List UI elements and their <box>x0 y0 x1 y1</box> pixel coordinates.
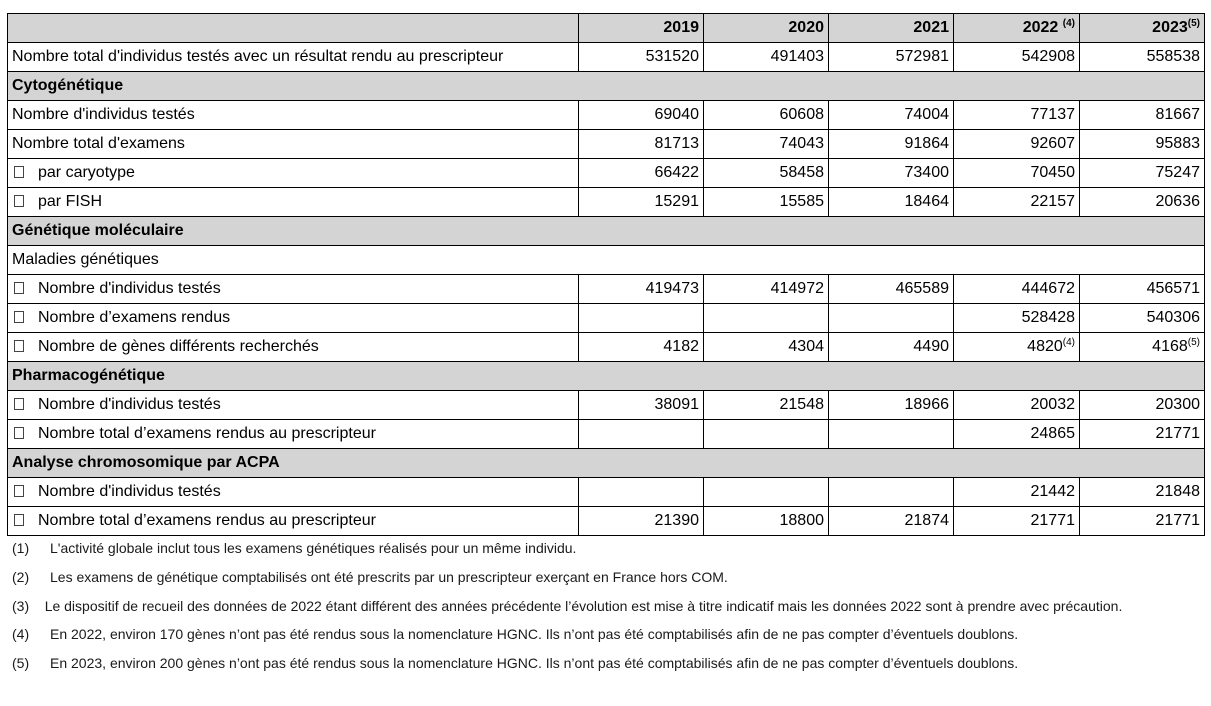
value-cell: 92607 <box>954 130 1080 159</box>
footnote-ref: (4) <box>1062 18 1075 29</box>
table-row <box>8 304 1205 333</box>
header-blank-cell <box>8 14 579 43</box>
cell-value: 4820 <box>1027 338 1063 355</box>
bullet-box-icon <box>14 282 24 294</box>
table-row <box>8 275 1205 304</box>
value-cell: 528428 <box>954 304 1080 333</box>
row-label: Nombre d'individus testés <box>8 101 579 130</box>
row-label: Nombre d'individus testés <box>38 280 221 297</box>
value-cell: 4490 <box>829 333 954 362</box>
footnote-number: (3) <box>12 598 30 614</box>
value-cell: 66422 <box>579 159 704 188</box>
table-row <box>8 333 1205 362</box>
year-2021-header: 2021 <box>829 14 954 43</box>
footnote-text: Les examens de génétique comptabilisés ont été prescrits par un prescripteur exerçant en France hors COM. <box>50 569 728 585</box>
value-cell: 81713 <box>579 130 704 159</box>
value-cell: 15291 <box>579 188 704 217</box>
bullet-box-icon <box>14 485 24 497</box>
value-cell: 21771 <box>1080 420 1205 449</box>
value-cell <box>579 420 704 449</box>
year-2022-header: 2022 $^{(4)}$ <box>954 14 1080 43</box>
footnote-number: (1) <box>12 540 30 556</box>
row-label: Nombre d’examens rendus <box>38 309 231 326</box>
subsection-title: Maladies génétiques <box>8 246 1205 275</box>
footnote-text: L'activité globale inclut tous les examens génétiques réalisés pour un même individu. <box>50 540 577 556</box>
value-cell: 456571 <box>1080 275 1205 304</box>
row-label: Nombre de gènes différents recherchés <box>38 338 319 355</box>
value-cell: 77137 <box>954 101 1080 130</box>
bullet-box-icon <box>14 398 24 410</box>
value-cell: 540306 <box>1080 304 1205 333</box>
value-cell: 24865 <box>954 420 1080 449</box>
row-label-cell <box>8 391 579 420</box>
value-cell: 558538 <box>1080 43 1205 72</box>
value-cell: 21442 <box>954 478 1080 507</box>
value-cell <box>704 304 829 333</box>
value-cell: 491403 <box>704 43 829 72</box>
value-cell: 531520 <box>579 43 704 72</box>
section-title: Analyse chromosomique par ACPA <box>8 449 1205 478</box>
row-label: Nombre total d’examens rendus au prescripteur <box>38 425 376 442</box>
bullet-box-icon <box>14 427 24 439</box>
footnote-5 <box>12 655 1204 671</box>
year-2019-header: 2019 <box>579 14 704 43</box>
footnote-4 <box>12 626 1204 642</box>
section-title: Cytogénétique <box>8 72 1205 101</box>
value-cell: 15585 <box>704 188 829 217</box>
header-row <box>8 14 1205 43</box>
table-row <box>8 130 1205 159</box>
value-cell: 18464 <box>829 188 954 217</box>
row-label: Nombre d'individus testés <box>38 483 221 500</box>
value-cell: 95883 <box>1080 130 1205 159</box>
row-label-cell <box>8 188 579 217</box>
footnote-number: (5) <box>12 655 30 671</box>
row-label-cell <box>8 478 579 507</box>
footnote-number: (2) <box>12 569 30 585</box>
footnote-text: En 2023, environ 200 gènes n’ont pas été rendus sous la nomenclature HGNC. Ils n’ont pas été comptabilisés afin de ne pas compter d’éventuels doublons. <box>50 655 1019 671</box>
value-cell: 18800 <box>704 507 829 536</box>
table-row <box>8 478 1205 507</box>
footnote-1 <box>12 540 1204 556</box>
row-label-cell <box>8 275 579 304</box>
value-cell: 4304 <box>704 333 829 362</box>
value-cell <box>579 478 704 507</box>
table-row <box>8 159 1205 188</box>
value-cell: 20636 <box>1080 188 1205 217</box>
footnote-text: En 2022, environ 170 gènes n’ont pas été rendus sous la nomenclature HGNC. Ils n’ont pas été comptabilisés afin de ne pas compter d’éventuels doublons. <box>50 626 1019 642</box>
section-acpa <box>8 449 1205 478</box>
footnote-ref: (5) <box>1187 18 1200 29</box>
footnote-text: Le dispositif de recueil des données de 2022 étant différent des années précédente l’évolution est mise à titre indicatif mais les données 2022 sont à prendre avec précaution. <box>44 598 1123 614</box>
value-cell: 542908 <box>954 43 1080 72</box>
table-row <box>8 391 1205 420</box>
subsection-maladies-genetiques <box>8 246 1205 275</box>
value-cell: 21548 <box>704 391 829 420</box>
value-cell: 70450 <box>954 159 1080 188</box>
row-label: par FISH <box>38 193 103 210</box>
footnote-ref: (5) <box>1187 337 1200 348</box>
value-cell: 81667 <box>1080 101 1205 130</box>
row-label-cell <box>8 507 579 536</box>
total-individuals-row <box>8 43 1205 72</box>
value-cell: 465589 <box>829 275 954 304</box>
value-cell: 75247 <box>1080 159 1205 188</box>
bullet-box-icon <box>14 340 24 352</box>
value-cell: 60608 <box>704 101 829 130</box>
row-label-cell <box>8 420 579 449</box>
value-cell: 91864 <box>829 130 954 159</box>
value-cell <box>954 333 1080 362</box>
footnote-2 <box>12 569 1204 585</box>
row-label: Nombre total d'individus testés avec un résultat rendu au prescripteur <box>8 43 579 72</box>
row-label: par caryotype <box>38 164 135 181</box>
table-row <box>8 101 1205 130</box>
value-cell <box>829 478 954 507</box>
bullet-box-icon <box>14 514 24 526</box>
value-cell: 74004 <box>829 101 954 130</box>
table-row <box>8 420 1205 449</box>
cell-value: 4168 <box>1152 338 1188 355</box>
row-label-cell <box>8 304 579 333</box>
row-label-cell <box>8 159 579 188</box>
row-label: Nombre total d'examens <box>8 130 579 159</box>
value-cell <box>1080 333 1205 362</box>
genetics-activity-table <box>7 13 1205 536</box>
value-cell: 58458 <box>704 159 829 188</box>
footnote-number: (4) <box>12 626 30 642</box>
value-cell: 414972 <box>704 275 829 304</box>
value-cell: 21771 <box>954 507 1080 536</box>
row-label: Nombre d'individus testés <box>38 396 221 413</box>
value-cell: 419473 <box>579 275 704 304</box>
value-cell: 74043 <box>704 130 829 159</box>
value-cell: 69040 <box>579 101 704 130</box>
value-cell <box>704 420 829 449</box>
year-2023-header: 2023$^{(5)}$ <box>1080 14 1205 43</box>
row-label-cell <box>8 333 579 362</box>
value-cell: 20300 <box>1080 391 1205 420</box>
year-2020-header: 2020 <box>704 14 829 43</box>
bullet-box-icon <box>14 195 24 207</box>
bullet-box-icon <box>14 311 24 323</box>
value-cell: 18966 <box>829 391 954 420</box>
value-cell: 21771 <box>1080 507 1205 536</box>
bullet-box-icon <box>14 166 24 178</box>
value-cell: 21390 <box>579 507 704 536</box>
value-cell <box>829 420 954 449</box>
section-pharmacogenetique <box>8 362 1205 391</box>
table-row <box>8 507 1205 536</box>
value-cell: 20032 <box>954 391 1080 420</box>
value-cell <box>829 304 954 333</box>
footnote-ref: (4) <box>1062 337 1075 348</box>
value-cell: 73400 <box>829 159 954 188</box>
value-cell: 21874 <box>829 507 954 536</box>
footnote-3 <box>12 598 1204 614</box>
value-cell: 444672 <box>954 275 1080 304</box>
section-title: Pharmacogénétique <box>8 362 1205 391</box>
value-cell: 22157 <box>954 188 1080 217</box>
value-cell: 572981 <box>829 43 954 72</box>
table-row <box>8 188 1205 217</box>
value-cell: 21848 <box>1080 478 1205 507</box>
row-label: Nombre total d’examens rendus au prescripteur <box>38 512 376 529</box>
value-cell: 38091 <box>579 391 704 420</box>
section-cytogenetique <box>8 72 1205 101</box>
footnotes <box>12 540 1204 684</box>
value-cell <box>579 304 704 333</box>
section-genetique-moleculaire <box>8 217 1205 246</box>
value-cell: 4182 <box>579 333 704 362</box>
section-title: Génétique moléculaire <box>8 217 1205 246</box>
value-cell <box>704 478 829 507</box>
